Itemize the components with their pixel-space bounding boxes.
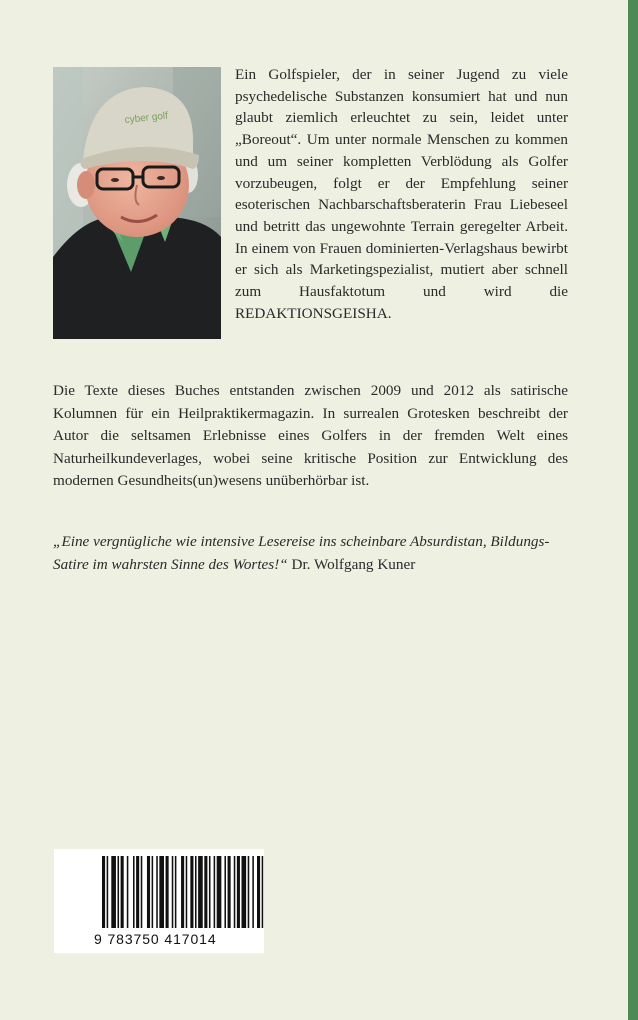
barcode-bar	[252, 856, 254, 928]
review-quote	[53, 530, 583, 576]
barcode-bar	[166, 856, 169, 928]
barcode-bar	[257, 856, 260, 928]
barcode-bar	[118, 856, 120, 928]
barcode-bar	[204, 856, 207, 928]
barcode-bar	[248, 856, 250, 928]
barcode-bar	[136, 856, 139, 928]
barcode-bar	[186, 856, 188, 928]
barcode-bar	[147, 856, 150, 928]
barcode-bar	[214, 856, 216, 928]
author-photo	[53, 67, 221, 339]
barcode-bar	[141, 856, 143, 928]
quote-text: „Eine vergnügliche wie intensive Lesereise ins scheinbare Absurdistan, Bildungs-Satire im wahrsten Sinne des Wortes!“	[53, 533, 550, 573]
barcode-bar	[195, 856, 197, 928]
barcode-bar	[133, 856, 135, 928]
isbn-digits: 9 783750 417014	[94, 931, 217, 947]
barcode-bar	[172, 856, 174, 928]
isbn-barcode	[54, 849, 264, 953]
book-description: Die Texte dieses Buches entstanden zwischen 2009 und 2012 als satirische Kolumnen für ein Heilpraktikermagazin. In surrealen Grotesken beschreibt der Autor die seltsamen Erlebnisse eines Golfers in der fremden Welt eines Naturheilkundeverlages, wobei seine kritische Position zur Entwicklung des modernen Gesundheits(un)wesens unüberhörbar ist.	[53, 382, 568, 490]
barcode-bar	[190, 856, 193, 928]
barcode-bar	[198, 856, 203, 928]
barcode-bar	[175, 856, 177, 928]
spine-edge	[628, 0, 638, 1020]
cap-logo-text: cyber golf	[124, 110, 169, 126]
barcode-bar	[127, 856, 129, 928]
barcode-bar	[159, 856, 164, 928]
barcode-bar	[224, 856, 226, 928]
barcode-bar	[181, 856, 184, 928]
barcode-bar	[242, 856, 247, 928]
barcode-bar	[237, 856, 240, 928]
barcode-bar	[234, 856, 236, 928]
barcode-bars	[102, 856, 272, 928]
barcode-bar	[152, 856, 154, 928]
barcode-bar	[121, 856, 124, 928]
barcode-bar	[209, 856, 211, 928]
barcode-bar	[228, 856, 231, 928]
barcode-bar	[102, 856, 105, 928]
author-bio: Ein Golfspieler, der in seiner Jugend zu viele psychedelische Substanzen konsumiert hat und nun glaubt ziemlich erleuchtet zu sein, leidet unter „Boreout“. Um unter normale Menschen zu kommen und um seiner kompletten Verblödung als Golfer vorzubeugen, folgt er der Empfehlung seiner esoterischen Nachbarschaftsberaterin Frau Liebeseel und betritt das ungewohnte Terrain geregelter Arbeit. In einem von Frauen dominierten-Verlagshaus bewirbt er sich als Marketingspezialist, mutiert aber schnell zum Hausfaktotum und wird die REDAKTIONSGEISHA.	[235, 66, 568, 322]
barcode-bar	[107, 856, 109, 928]
barcode-bar	[262, 856, 264, 928]
quote-attribution: Dr. Wolfgang Kuner	[291, 556, 416, 573]
barcode-bar	[217, 856, 222, 928]
barcode-bar	[156, 856, 158, 928]
barcode-bar	[111, 856, 116, 928]
